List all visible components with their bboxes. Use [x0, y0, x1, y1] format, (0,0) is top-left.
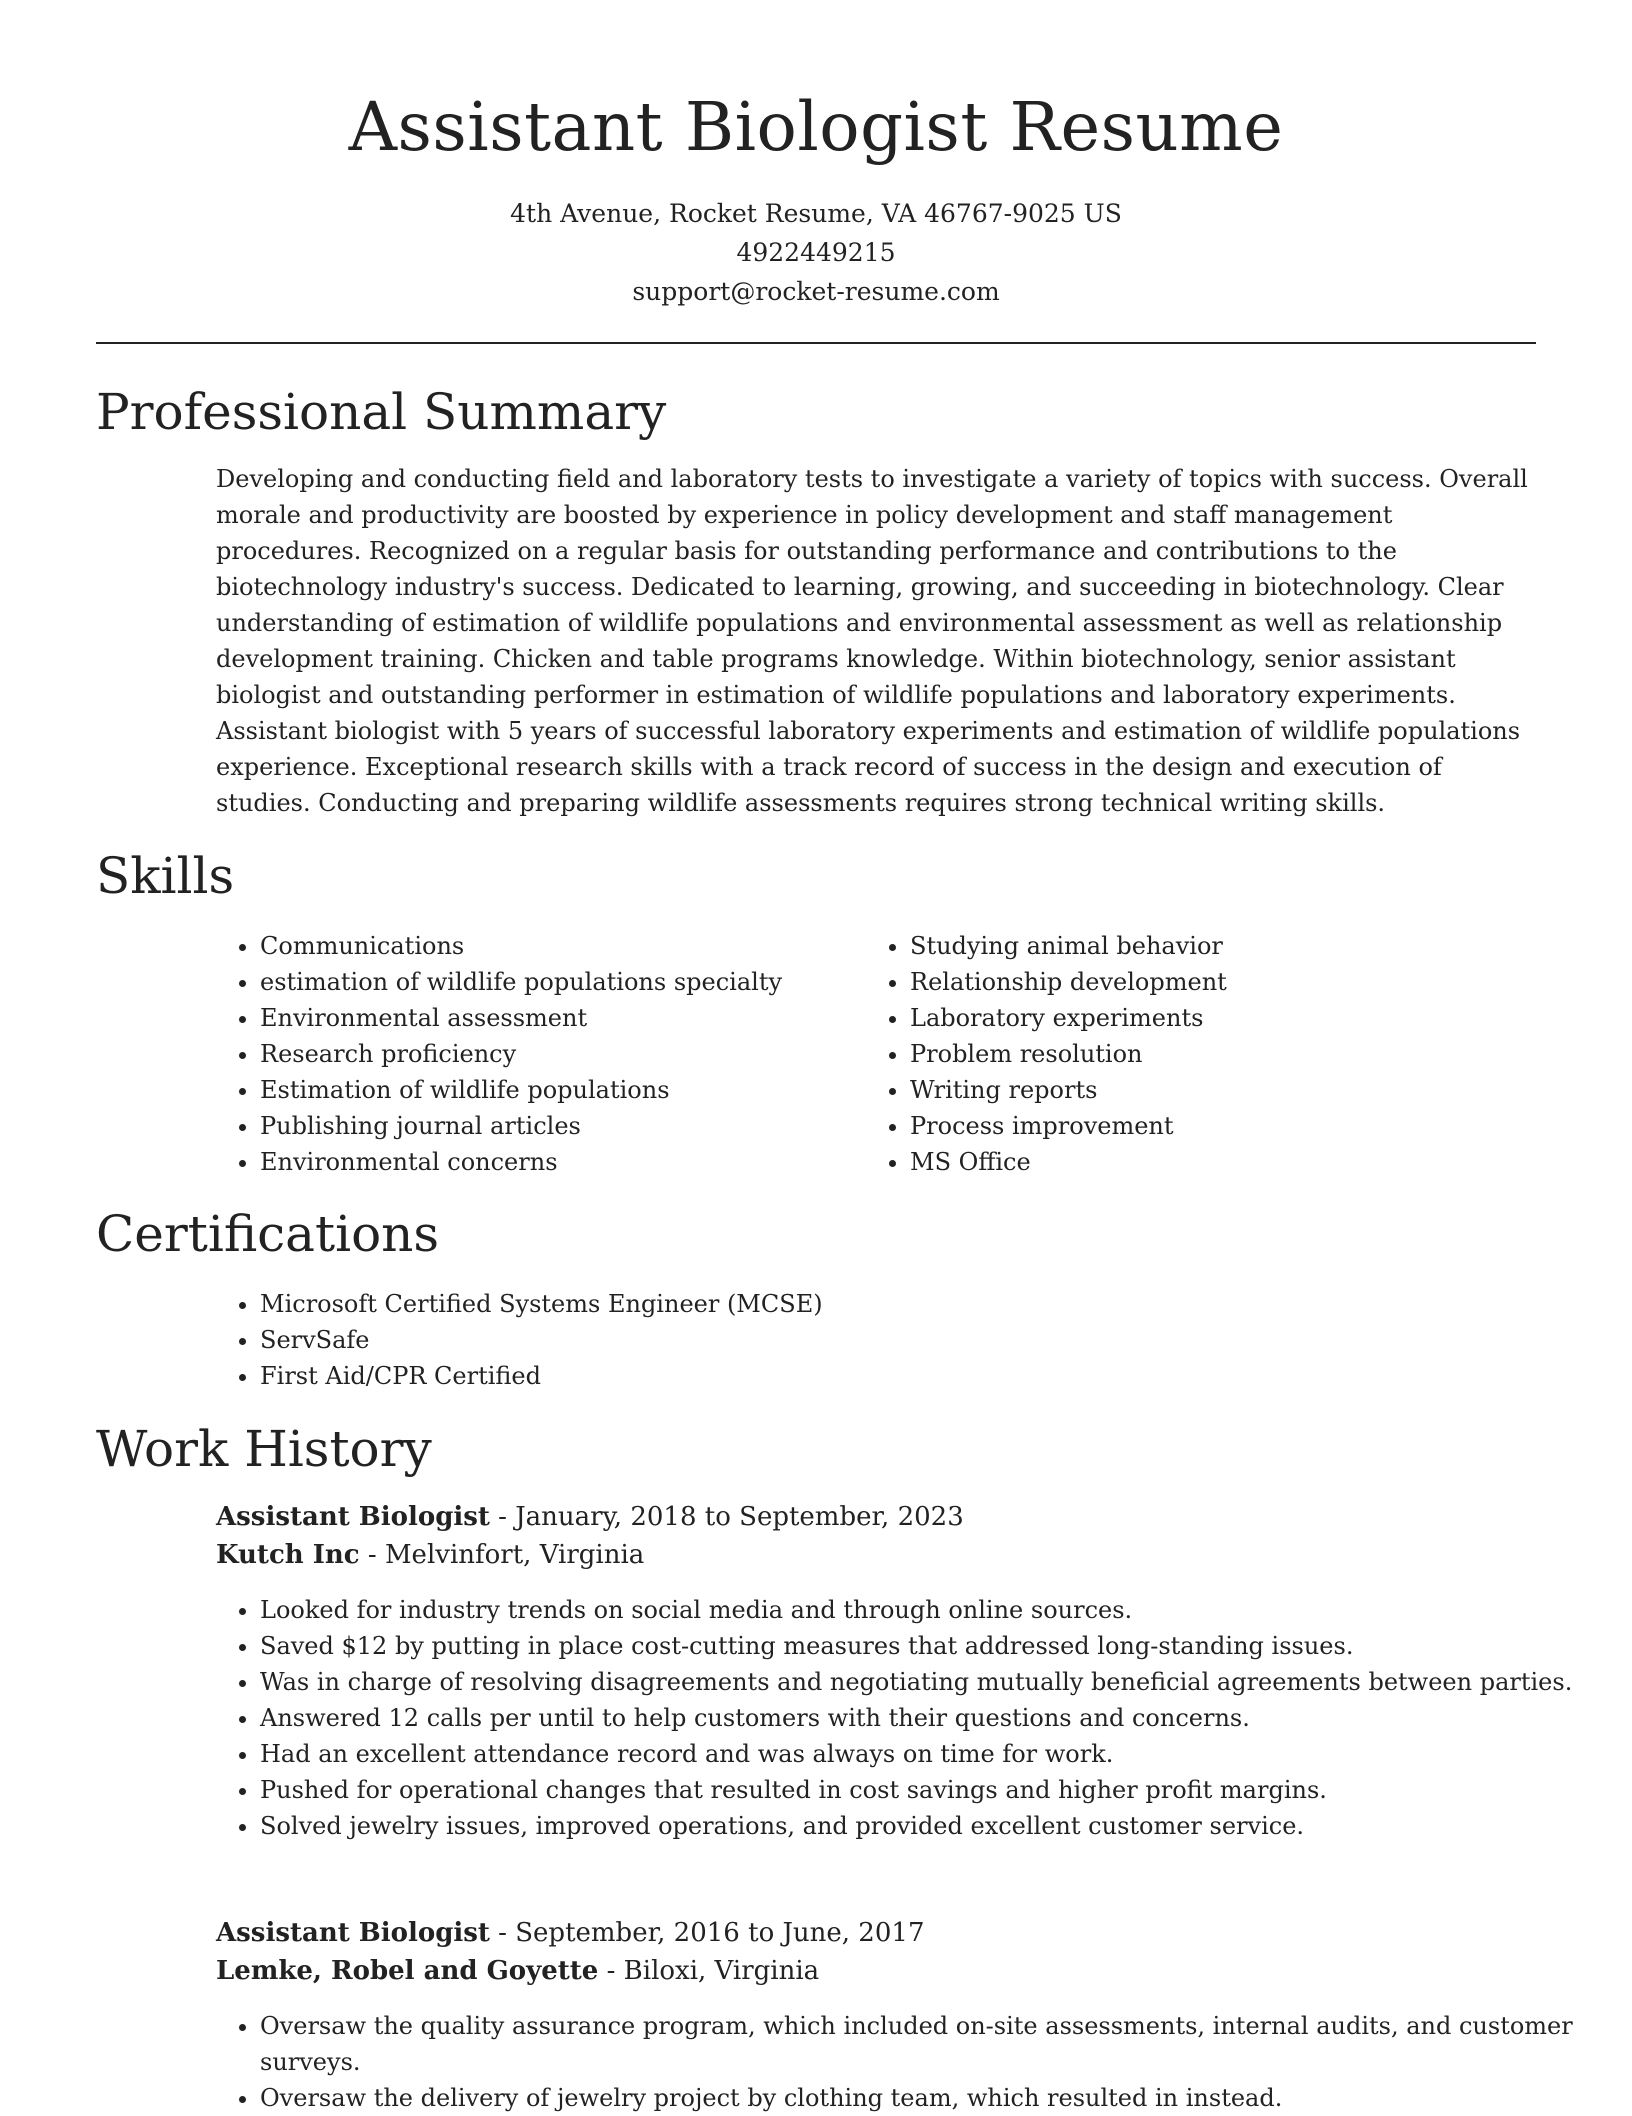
resume-title: Assistant Biologist Resume — [348, 88, 1284, 166]
skills-heading: Skills — [96, 847, 235, 905]
job-title: Assistant Biologist — [216, 1918, 490, 1948]
job-company: Lemke, Robel and Goyette — [216, 1956, 599, 1986]
job-location: - Biloxi, Virginia — [598, 1956, 820, 1986]
skill-item: • Problem resolution — [910, 1036, 1510, 1072]
skill-item: • Environmental concerns — [260, 1144, 860, 1180]
skill-item: • Writing reports — [910, 1072, 1510, 1108]
skill-item: • Publishing journal articles — [260, 1108, 860, 1144]
skill-item: • Laboratory experiments — [910, 1000, 1510, 1036]
job-bullet: • Pushed for operational changes that resulted in cost savings and higher profit margins. — [260, 1772, 1580, 1808]
contact-phone: 4922449215 — [736, 238, 896, 267]
skill-item: • Estimation of wildlife populations — [260, 1072, 860, 1108]
job-bullet: • Oversaw the quality assurance program, which included on-site assessments, internal audits, and customer surveys. — [260, 2008, 1580, 2080]
job-dates: - September, 2016 to June, 2017 — [489, 1918, 925, 1948]
contact-email: support@rocket-resume.com — [632, 277, 1000, 306]
job-2-title-line — [216, 1914, 924, 1952]
job-bullet: • Oversaw the delivery of jewelry project by clothing team, which resulted in instead. — [260, 2080, 1580, 2116]
job-2-company-line — [216, 1952, 819, 1990]
skills-list-left — [216, 928, 860, 1180]
skill-item: • Studying animal behavior — [910, 928, 1510, 964]
skill-item: • Environmental assessment — [260, 1000, 860, 1036]
job-1-bullets — [216, 1592, 1580, 1844]
certifications-list — [216, 1286, 1580, 1394]
job-bullet: • Saved $12 by putting in place cost-cutting measures that addressed long-standing issues. — [260, 1628, 1580, 1664]
skill-item: • MS Office — [910, 1144, 1510, 1180]
job-title: Assistant Biologist — [216, 1502, 490, 1532]
job-bullet: • Solved jewelry issues, improved operations, and provided excellent customer service. — [260, 1808, 1580, 1844]
job-1-title-line — [216, 1498, 964, 1536]
certifications-heading: Certifications — [96, 1205, 440, 1263]
skill-item: • Communications — [260, 928, 860, 964]
job-bullet: • Had an excellent attendance record and was always on time for work. — [260, 1736, 1580, 1772]
skill-item: • Relationship development — [910, 964, 1510, 1000]
summary-heading: Professional Summary — [96, 383, 667, 441]
job-bullet: • Looked for industry trends on social media and through online sources. — [260, 1592, 1580, 1628]
job-company: Kutch Inc — [216, 1540, 360, 1570]
certification-item: • First Aid/CPR Certified — [260, 1358, 1580, 1394]
job-dates: - January, 2018 to September, 2023 — [489, 1502, 964, 1532]
job-bullet: • Answered 12 calls per until to help customers with their questions and concerns. — [260, 1700, 1580, 1736]
skills-list-right — [866, 928, 1510, 1180]
skill-item: • Process improvement — [910, 1108, 1510, 1144]
resume-header — [0, 0, 1632, 311]
job-2-bullets — [216, 2008, 1580, 2116]
job-bullet: • Was in charge of resolving disagreements and negotiating mutually beneficial agreements between parties. — [260, 1664, 1580, 1700]
job-location: - Melvinfort, Virginia — [359, 1540, 645, 1570]
certification-item: • ServSafe — [260, 1322, 1580, 1358]
skill-item: • estimation of wildlife populations specialty — [260, 964, 860, 1000]
work-history-heading: Work History — [96, 1420, 432, 1478]
summary-text: Developing and conducting field and laboratory tests to investigate a variety of topics with success. Overall morale and productivity are boosted by experience in policy development and staff management procedures. Recognized on a regular basis for outstanding performance and contributions to the biotechnology industry's success. Dedicated to learning, growing, and succeeding in biotechnology. Clear understanding of estimation of wildlife populations and environmental assessment as well as relationship development training. Chicken and table programs knowledge. Within biotechnology, senior assistant biologist and outstanding performer in estimation of wildlife populations and laboratory experiments. Assistant biologist with 5 years of successful laboratory experiments and estimation of wildlife populations experience. Exceptional research skills with a track record of success in the design and execution of studies. Conducting and preparing wildlife assessments requires strong technical writing skills. — [216, 465, 1528, 817]
contact-block — [0, 194, 1632, 311]
certification-item: • Microsoft Certified Systems Engineer (MCSE) — [260, 1286, 1580, 1322]
skill-item: • Research proficiency — [260, 1036, 860, 1072]
header-divider — [96, 342, 1536, 344]
contact-address: 4th Avenue, Rocket Resume, VA 46767-9025 US — [510, 199, 1122, 228]
job-1-company-line — [216, 1536, 644, 1574]
